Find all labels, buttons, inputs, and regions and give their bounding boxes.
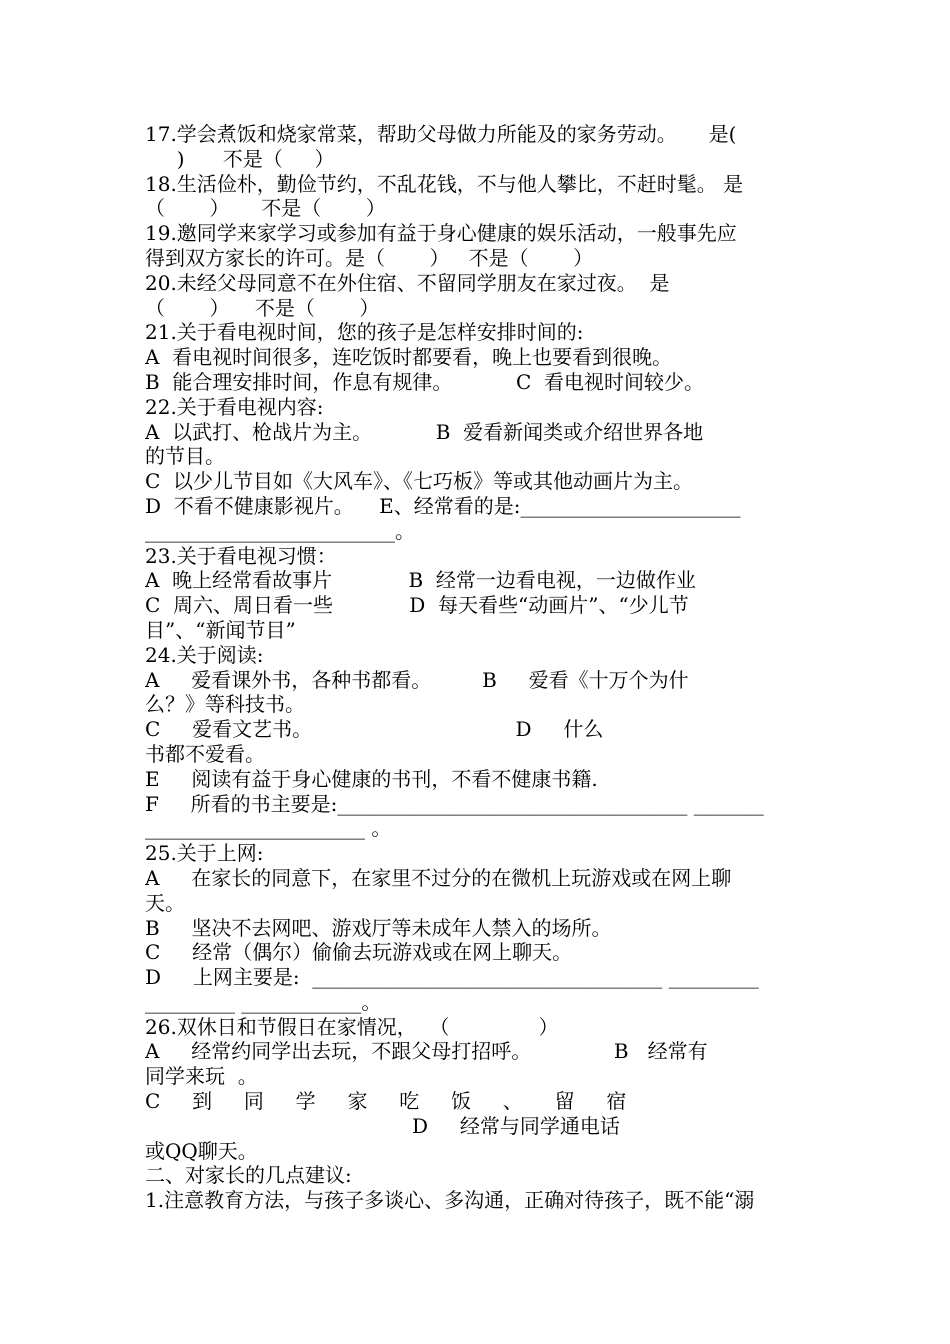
text-line: D 经常与同学通电话 — [145, 1113, 620, 1138]
text-line: A 经常约同学出去玩，不跟父母打招呼。 B 经常有 — [145, 1039, 708, 1064]
text-line: A 在家长的同意下，在家里不过分的在微机上玩游戏或在网上聊 — [145, 865, 732, 890]
text-line: 目”、“新闻节目” — [145, 617, 296, 642]
text-line: E 阅读有益于身心健康的书刊，不看不健康书籍. — [145, 766, 598, 791]
text-line: C 以少儿节目如《大风车》、《七巧板》等或其他动画片为主。 — [145, 469, 694, 494]
text-line: F 所看的书主要是:___________________________________ _______ — [145, 791, 764, 816]
text-line: A 爱看课外书，各种书都看。 B 爱看《十万个为什 — [145, 667, 689, 692]
text-line: 20.未经父母同意不在外住宿、不留同学朋友在家过夜。 是 — [145, 270, 670, 295]
text-line: B 能合理安排时间，作息有规律。 C 看电视时间较少。 — [145, 369, 705, 394]
text-line: 18.生活俭朴，勤俭节约，不乱花钱，不与他人攀比，不赶时髦。 是 — [145, 171, 744, 196]
text-line: ) 不是（ ） — [145, 146, 335, 171]
text-line: （ ） 不是（ ） — [145, 295, 380, 320]
text-line: 22.关于看电视内容: — [145, 394, 324, 419]
text-line: C 爱看文艺书。 D 什么 — [145, 717, 604, 742]
text-line: _________ ____________。 — [145, 989, 382, 1014]
text-line: A 以武打、枪战片为主。 B 爱看新闻类或介绍世界各地 — [145, 419, 704, 444]
text-line: 17.学会煮饭和烧家常菜，帮助父母做力所能及的家务劳动。 是( — [145, 122, 737, 146]
text-line: 二、对家长的几点建议: — [145, 1163, 352, 1188]
text-line: 或QQ聊天。 — [145, 1138, 258, 1163]
text-line: 书都不爱看。 — [145, 741, 265, 766]
text-line: 的节目。 — [145, 444, 225, 469]
text-line: D 上网主要是: ___________________________________ _________ — [145, 965, 759, 990]
text-line: 21.关于看电视时间，您的孩子是怎样安排时间的: — [145, 320, 584, 345]
document-page — [145, 122, 807, 1213]
text-line: 同学来玩 。 — [145, 1064, 258, 1089]
text-line: 19.邀同学来家学习或参加有益于身心健康的娱乐活动，一般事先应 — [145, 221, 737, 246]
text-line: C 到 同 学 家 吃 饭 、 留 宿 — [145, 1089, 627, 1114]
text-line: （ ） 不是（ ） — [145, 196, 386, 221]
text-line: C 周六、周日看一些 D 每天看些“动画片”、“少儿节 — [145, 593, 689, 618]
text-line: C 经常（偶尔）偷偷去玩游戏或在网上聊天。 — [145, 940, 573, 965]
text-line: ______________________ 。 — [145, 816, 392, 841]
text-line: 24.关于阅读: — [145, 642, 264, 667]
text-line: 23.关于看电视习惯： — [145, 543, 337, 568]
text-line: D 不看不健康影视片。 E、经常看的是:______________________ — [145, 493, 741, 518]
text-line: B 坚决不去网吧、游戏厅等未成年人禁入的场所。 — [145, 915, 612, 940]
text-line: A 晚上经常看故事片 B 经常一边看电视，一边做作业 — [145, 568, 696, 593]
text-line: A 看电视时间很多，连吃饭时都要看，晚上也要看到很晚。 — [145, 345, 673, 370]
text-line: 天。 — [145, 890, 185, 915]
text-line: 1.注意教育方法，与孩子多谈心、多沟通，正确对待孩子，既不能“溺 — [145, 1188, 755, 1213]
text-line: 么？》等科技书。 — [145, 692, 305, 717]
text-line: _________________________。 — [145, 518, 415, 543]
text-line: 得到双方家长的许可。是（ ） 不是（ ） — [145, 245, 594, 270]
text-line: 25.关于上网: — [145, 841, 264, 866]
text-line: 26.双休日和节假日在家情况， （ ） — [145, 1014, 559, 1039]
